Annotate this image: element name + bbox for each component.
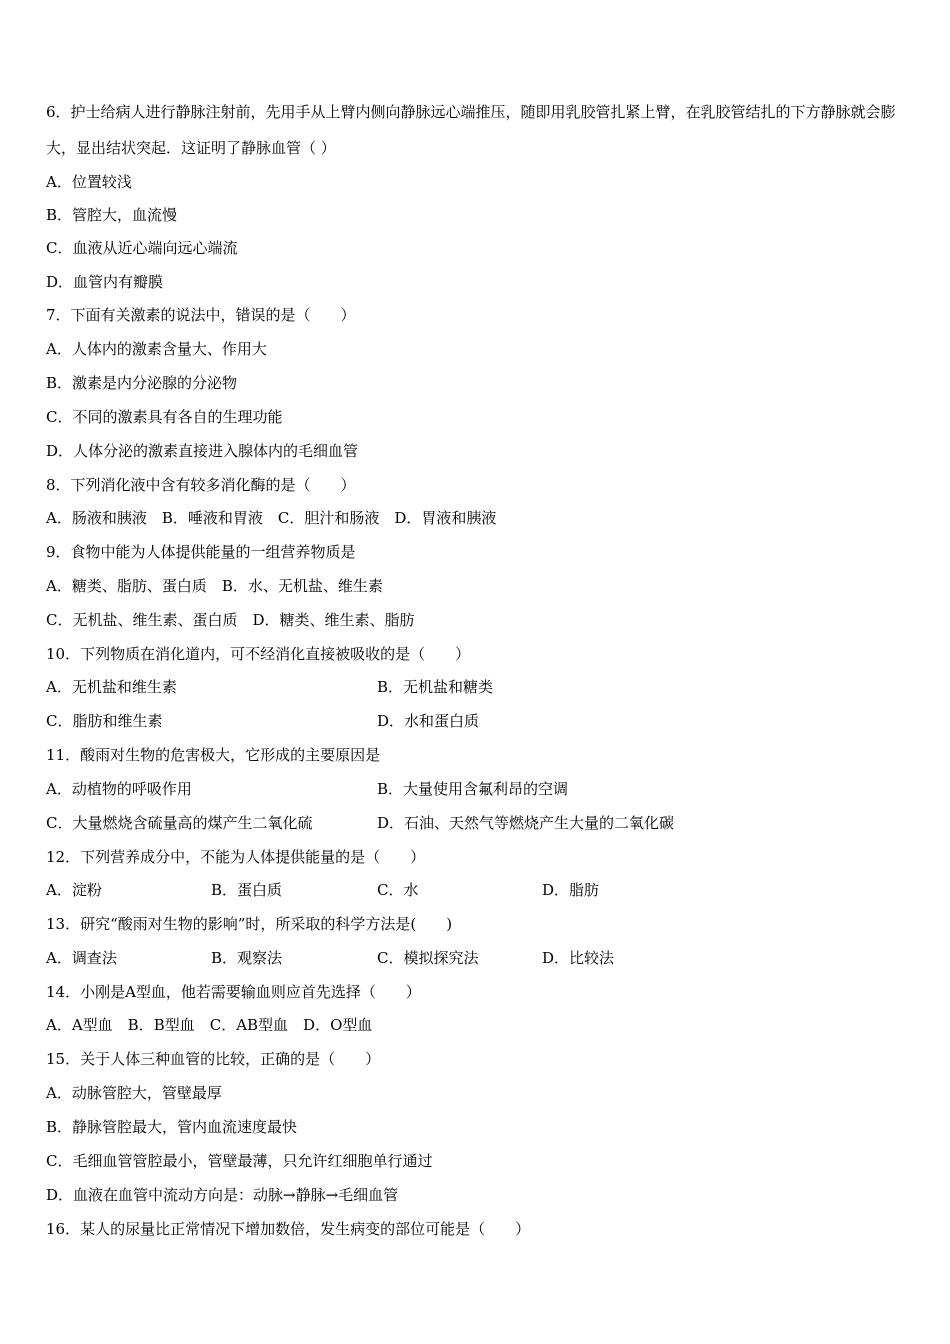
question-10-option-b: B．无机盐和糖类	[377, 678, 494, 696]
question-6-option-c: C．血液从近心端向远心端流	[46, 239, 238, 257]
question-13-option-b: B．观察法	[211, 949, 283, 967]
question-15-stem: 15．关于人体三种血管的比较，正确的是（ ）	[46, 1050, 381, 1068]
question-12-option-c: C．水	[377, 881, 419, 899]
question-13-stem: 13．研究“酸雨对生物的影响”时，所采取的科学方法是( )	[46, 915, 453, 933]
question-7-option-b: B．激素是内分泌腺的分泌物	[46, 374, 238, 392]
question-9-options-line-2: C．无机盐、维生素、蛋白质 D．糖类、维生素、脂肪	[46, 611, 415, 629]
question-7-stem: 7．下面有关激素的说法中，错误的是（ ）	[46, 306, 356, 324]
question-15-option-d: D．血液在血管中流动方向是：动脉→静脉→毛细血管	[46, 1186, 399, 1204]
question-12-option-d: D．脂肪	[542, 881, 600, 899]
question-7-option-a: A．人体内的激素含量大、作用大	[46, 340, 267, 358]
question-10-stem: 10．下列物质在消化道内，可不经消化直接被吸收的是（ ）	[46, 645, 471, 663]
question-15-option-b: B．静脉管腔最大，管内血流速度最快	[46, 1118, 298, 1136]
question-10-option-d: D．水和蛋白质	[377, 712, 480, 730]
question-11-stem: 11．酸雨对生物的危害极大，它形成的主要原因是	[46, 746, 381, 764]
question-13-option-c: C．模拟探究法	[377, 949, 479, 967]
question-8-options: A．肠液和胰液 B．唾液和胃液 C．胆汁和肠液 D．胃液和胰液	[46, 509, 497, 527]
question-6-option-a: A．位置较浅	[46, 173, 132, 191]
question-12-stem: 12．下列营养成分中，不能为人体提供能量的是（ ）	[46, 848, 426, 866]
question-15-option-a: A．动脉管腔大，管壁最厚	[46, 1084, 222, 1102]
question-15-option-c: C．毛细血管管腔最小，管壁最薄，只允许红细胞单行通过	[46, 1152, 433, 1170]
question-6-option-b: B．管腔大，血流慢	[46, 206, 178, 224]
question-11-option-b: B．大量使用含氟利昂的空调	[377, 780, 569, 798]
question-14-options: A．A型血 B．B型血 C．AB型血 D．O型血	[46, 1016, 373, 1034]
question-11-option-a: A．动植物的呼吸作用	[46, 780, 192, 798]
question-14-stem: 14．小刚是A型血，他若需要输血则应首先选择（ ）	[46, 983, 421, 1001]
question-10-option-c: C．脂肪和维生素	[46, 712, 163, 730]
question-11-option-d: D．石油、天然气等燃烧产生大量的二氧化碳	[377, 814, 675, 832]
question-11-option-c: C．大量燃烧含硫量高的煤产生二氧化硫	[46, 814, 313, 832]
question-13-option-d: D．比较法	[542, 949, 615, 967]
question-9-stem: 9．食物中能为人体提供能量的一组营养物质是	[46, 543, 356, 561]
question-16-stem: 16．某人的尿量比正常情况下增加数倍，发生病变的部位可能是（ ）	[46, 1220, 531, 1238]
question-12-option-b: B．蛋白质	[211, 881, 283, 899]
question-12-option-a: A．淀粉	[46, 881, 102, 899]
question-6-stem: 6．护士给病人进行静脉注射前，先用手从上臂内侧向静脉远心端推压，随即用乳胶管扎紧上臂，在乳胶管结扎的下方静脉就会膨大，显出结状突起．这证明了静脉血管（ ）	[46, 103, 896, 157]
question-8-stem: 8．下列消化液中含有较多消化酶的是（ ）	[46, 476, 356, 494]
question-13-option-a: A．调查法	[46, 949, 117, 967]
question-7-option-c: C．不同的激素具有各自的生理功能	[46, 408, 283, 426]
question-6-option-d: D．血管内有瓣膜	[46, 273, 164, 291]
question-9-options-line-1: A．糖类、脂肪、蛋白质 B．水、无机盐、维生素	[46, 577, 383, 595]
question-7-option-d: D．人体分泌的激素直接进入腺体内的毛细血管	[46, 442, 359, 460]
question-10-option-a: A．无机盐和维生素	[46, 678, 177, 696]
